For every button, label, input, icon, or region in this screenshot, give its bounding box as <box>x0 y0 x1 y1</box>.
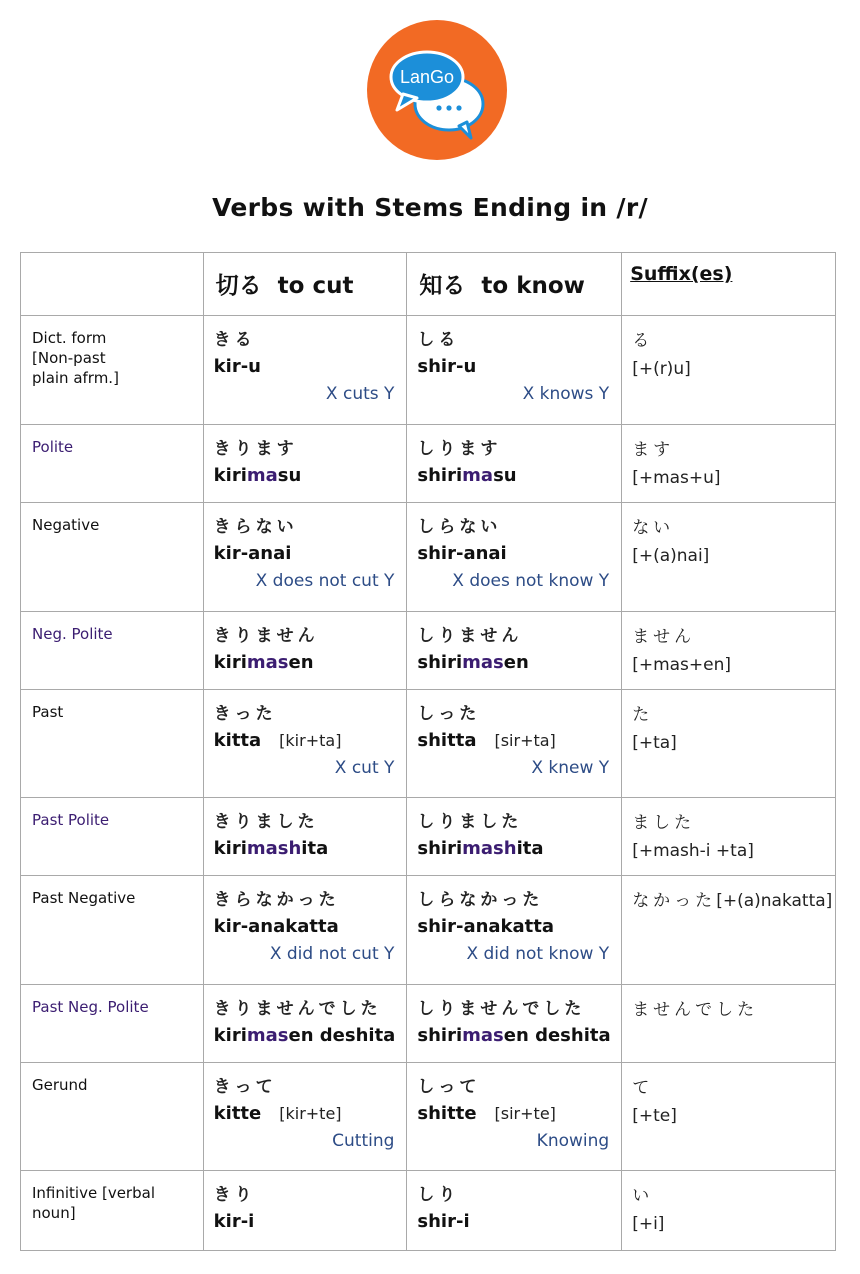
romaji-part: shir-anakatta <box>417 916 555 937</box>
verb1-cell <box>203 503 407 612</box>
verb1-content <box>204 798 407 863</box>
suffix-kana: い <box>632 1186 654 1206</box>
romaji-part: en <box>288 652 314 673</box>
verb1-content <box>204 612 407 677</box>
row-label <box>21 985 203 1017</box>
verb2-content <box>407 985 621 1050</box>
row-label-line: plain afrm.] <box>32 369 119 387</box>
verb1-content <box>204 1063 407 1154</box>
verb1-romaji <box>214 540 399 568</box>
header-suffix <box>622 253 836 316</box>
suffix-content <box>622 876 835 915</box>
verb1-cell <box>203 690 407 798</box>
verb2-content <box>407 503 621 594</box>
verb1-content <box>204 1171 407 1236</box>
row-label-line: Dict. form <box>32 329 107 347</box>
suffix-kana: ます <box>632 440 675 460</box>
verb2-gloss: X knew Y <box>531 758 610 778</box>
suffix-formula: [+mas+en] <box>632 655 732 675</box>
table-row <box>21 876 836 985</box>
romaji-part: kiri <box>213 1025 247 1046</box>
polite-infix: mas <box>462 652 504 673</box>
suffix-formula: [+(a)nai] <box>632 546 710 566</box>
row-label <box>21 1063 203 1095</box>
verb2-cell <box>407 798 622 876</box>
verb2-romaji <box>417 540 613 568</box>
verb2-gloss: X knows Y <box>522 384 610 404</box>
verb2-romaji <box>417 353 613 381</box>
suffix-cell <box>622 876 836 985</box>
suffix-kana: ませんでした <box>632 1000 759 1020</box>
table-row <box>21 1171 836 1251</box>
row-label <box>21 425 203 457</box>
suffix-content <box>622 798 835 865</box>
verb2-content <box>407 425 621 490</box>
row-label-line: Past <box>32 703 64 721</box>
verb1-content <box>204 876 407 967</box>
row-label-line: Infinitive [verbal noun] <box>32 1184 155 1222</box>
verb1-content <box>204 316 407 407</box>
header-empty-cell <box>21 253 204 316</box>
verb1-romaji <box>214 835 399 863</box>
suffix-content <box>622 425 835 492</box>
verb2-content <box>407 612 621 677</box>
verb2-content <box>407 876 621 967</box>
romaji-part: su <box>493 465 517 486</box>
row-label <box>21 798 203 830</box>
romaji-part: en deshita <box>503 1025 611 1046</box>
verb1-kana: きりません <box>213 626 319 646</box>
row-label-line: [Non-past <box>32 349 106 367</box>
verb2-gloss: X did not know Y <box>466 944 610 964</box>
verb2-kana: しって <box>417 1077 481 1097</box>
suffix-cell <box>622 1171 836 1251</box>
verb1-romaji <box>214 353 399 381</box>
romaji-part: en deshita <box>288 1025 396 1046</box>
verb1-romaji <box>214 649 399 677</box>
polite-infix: mash <box>462 838 517 859</box>
verb2-english: to know <box>481 273 585 299</box>
suffix-content <box>622 690 835 757</box>
suffix-kana: る <box>632 331 654 351</box>
verb1-romaji <box>214 1022 399 1050</box>
suffix-kana: た <box>632 705 654 725</box>
verb2-kana: しり <box>417 1185 460 1205</box>
row-label-cell <box>21 690 204 798</box>
suffix-cell <box>622 798 836 876</box>
romaji-part: kiri <box>213 838 247 859</box>
romaji-part: shiri <box>417 465 463 486</box>
row-label <box>21 876 203 908</box>
romaji-part: kiri <box>213 465 247 486</box>
suffix-heading: Suffix(es) <box>630 263 733 285</box>
verb2-morpheme: [sir+ta] <box>494 731 556 750</box>
row-label-line: Neg. Polite <box>32 625 113 643</box>
lango-logo <box>367 20 507 160</box>
verb2-kana: しった <box>417 704 481 724</box>
suffix-formula: [+i] <box>632 1214 665 1234</box>
verb2-romaji <box>417 1022 613 1050</box>
suffix-cell <box>622 612 836 690</box>
romaji-part: kiri <box>213 652 247 673</box>
verb2-cell <box>407 1063 622 1171</box>
verb1-gloss: X cut Y <box>334 758 395 778</box>
row-label-cell <box>21 1171 204 1251</box>
polite-infix: ma <box>462 465 494 486</box>
suffix-cell <box>622 690 836 798</box>
suffix-formula: [+te] <box>632 1106 677 1126</box>
verb2-kana: しらなかった <box>417 890 544 910</box>
verb2-romaji <box>417 1208 613 1236</box>
verb2-morpheme: [sir+te] <box>494 1104 556 1123</box>
verb1-cell <box>203 798 407 876</box>
polite-infix: mash <box>246 838 302 859</box>
verb1-kana: きらない <box>213 517 298 537</box>
verb2-content <box>407 1171 621 1236</box>
romaji-part: shiri <box>417 1025 463 1046</box>
row-label-cell <box>21 876 204 985</box>
conjugation-table <box>20 252 836 1251</box>
suffix-content <box>622 1171 835 1238</box>
verb2-kana: しる <box>417 330 460 350</box>
verb1-kana: きって <box>213 1077 277 1097</box>
verb1-cell <box>203 1171 407 1251</box>
romaji-part: kitte <box>213 1103 262 1124</box>
verb2-gloss: Knowing <box>536 1131 610 1151</box>
table-row <box>21 798 836 876</box>
verb2-kana: しりませんでした <box>417 999 586 1019</box>
table-row <box>21 503 836 612</box>
verb1-gloss: X did not cut Y <box>269 944 395 964</box>
romaji-part: shitte <box>417 1103 477 1124</box>
romaji-part: en <box>503 652 529 673</box>
verb1-cell <box>203 1063 407 1171</box>
verb2-cell <box>407 690 622 798</box>
suffix-formula: [+mash-i +ta] <box>632 841 754 861</box>
suffix-content <box>622 1063 835 1130</box>
verb2-kana: しりました <box>417 812 523 832</box>
verb1-kanji: 切る <box>215 273 262 299</box>
verb1-gloss: X cuts Y <box>325 384 395 404</box>
verb1-cell <box>203 876 407 985</box>
suffix-formula: [+(a)nakatta] <box>716 891 833 911</box>
verb2-content <box>407 316 621 407</box>
row-label-cell <box>21 1063 204 1171</box>
verb2-kanji: 知る <box>419 273 466 299</box>
romaji-part: shir-anai <box>417 543 507 564</box>
table-row <box>21 690 836 798</box>
logo-text: LanGo <box>399 67 455 87</box>
page-title: Verbs with Stems Ending in /r/ <box>212 193 648 222</box>
row-label-cell <box>21 425 204 503</box>
row-label-cell <box>21 612 204 690</box>
table-row <box>21 612 836 690</box>
row-label-cell <box>21 798 204 876</box>
verb2-cell <box>407 503 622 612</box>
row-label-line: Gerund <box>32 1076 88 1094</box>
verb1-content <box>204 425 407 490</box>
row-label-line: Negative <box>32 516 100 534</box>
verb1-kana: きります <box>213 439 298 459</box>
romaji-part: kir-anakatta <box>213 916 339 937</box>
verb2-romaji <box>417 1100 613 1128</box>
suffix-cell <box>622 1063 836 1171</box>
verb2-romaji <box>417 649 613 677</box>
suffix-kana: て <box>632 1078 654 1098</box>
suffix-cell <box>622 503 836 612</box>
suffix-kana: ない <box>632 518 675 538</box>
table-row <box>21 1063 836 1171</box>
row-label <box>21 503 203 535</box>
row-label-line: Past Polite <box>32 811 110 829</box>
suffix-cell <box>622 425 836 503</box>
romaji-part: kir-anai <box>213 543 292 564</box>
verb2-cell <box>407 612 622 690</box>
header-verb2 <box>407 253 622 316</box>
romaji-part: shir-i <box>417 1211 470 1232</box>
suffix-cell <box>622 985 836 1063</box>
verb1-gloss: X does not cut Y <box>255 571 395 591</box>
polite-infix: ma <box>246 465 278 486</box>
polite-infix: mas <box>246 1025 289 1046</box>
verb2-romaji <box>417 462 613 490</box>
row-label <box>21 316 203 388</box>
row-label-cell <box>21 503 204 612</box>
verb1-kana: きらなかった <box>213 890 340 910</box>
verb1-romaji <box>214 1208 399 1236</box>
polite-infix: mas <box>462 1025 504 1046</box>
verb1-romaji <box>214 727 399 755</box>
row-label <box>21 690 203 722</box>
table-row <box>21 316 836 425</box>
verb2-content <box>407 690 621 781</box>
suffix-formula: [+mas+u] <box>632 468 721 488</box>
suffix-kana: ません <box>632 627 696 647</box>
verb1-cell <box>203 612 407 690</box>
verb2-cell <box>407 985 622 1063</box>
suffix-content <box>622 503 835 570</box>
verb1-content <box>204 985 407 1050</box>
table-row <box>21 985 836 1063</box>
verb1-morpheme: [kir+te] <box>279 1104 342 1123</box>
verb2-cell <box>407 316 622 425</box>
row-label-line: Past Negative <box>32 889 136 907</box>
verb2-cell <box>407 876 622 985</box>
verb1-kana: きった <box>213 704 277 724</box>
suffix-content <box>622 985 835 1024</box>
verb2-romaji <box>417 835 613 863</box>
verb2-kana: しりません <box>417 626 523 646</box>
verb1-romaji <box>214 913 399 941</box>
verb1-content <box>204 690 407 781</box>
romaji-part: su <box>277 465 302 486</box>
verb1-content <box>204 503 407 594</box>
verb1-kana: きる <box>213 330 256 350</box>
verb2-cell <box>407 425 622 503</box>
suffix-formula: [+ta] <box>632 733 677 753</box>
romaji-part: shiri <box>417 652 463 673</box>
romaji-part: shiri <box>417 838 463 859</box>
row-label-cell <box>21 316 204 425</box>
verb1-morpheme: [kir+ta] <box>279 731 342 750</box>
polite-infix: mas <box>246 652 289 673</box>
verb1-kana: きり <box>213 1185 256 1205</box>
verb2-kana: しります <box>417 439 502 459</box>
verb2-romaji <box>417 727 613 755</box>
verb2-kana: しらない <box>417 517 502 537</box>
romaji-part: kir-u <box>213 356 261 377</box>
verb1-kana: きりませんでした <box>213 999 382 1019</box>
suffix-kana: ました <box>632 813 696 833</box>
verb2-cell <box>407 1171 622 1251</box>
suffix-cell <box>622 316 836 425</box>
verb1-english: to cut <box>277 273 354 299</box>
romaji-part: shitta <box>417 730 477 751</box>
header-verb1 <box>203 253 407 316</box>
verb1-kana: きりました <box>213 812 319 832</box>
verb1-cell <box>203 985 407 1063</box>
verb2-gloss: X does not know Y <box>452 571 610 591</box>
verb1-cell <box>203 316 407 425</box>
verb1-romaji <box>214 462 399 490</box>
chat-bubbles-icon <box>367 20 507 160</box>
verb2-content <box>407 798 621 863</box>
row-label <box>21 1171 203 1223</box>
row-label-line: Polite <box>32 438 74 456</box>
row-label-cell <box>21 985 204 1063</box>
verb1-cell <box>203 425 407 503</box>
romaji-part: kir-i <box>213 1211 255 1232</box>
romaji-part: ita <box>301 838 329 859</box>
row-label-line: Past Neg. Polite <box>32 998 149 1016</box>
verb2-romaji <box>417 913 613 941</box>
romaji-part: shir-u <box>417 356 477 377</box>
romaji-part: kitta <box>213 730 262 751</box>
suffix-content <box>622 612 835 679</box>
verb2-content <box>407 1063 621 1154</box>
verb1-romaji <box>214 1100 399 1128</box>
header-row <box>21 253 836 316</box>
suffix-formula: [+(r)u] <box>632 359 691 379</box>
suffix-kana: なかった <box>632 891 717 911</box>
row-label <box>21 612 203 644</box>
table-row <box>21 425 836 503</box>
romaji-part: ita <box>516 838 544 859</box>
suffix-content <box>622 316 835 383</box>
verb1-gloss: Cutting <box>332 1131 395 1151</box>
